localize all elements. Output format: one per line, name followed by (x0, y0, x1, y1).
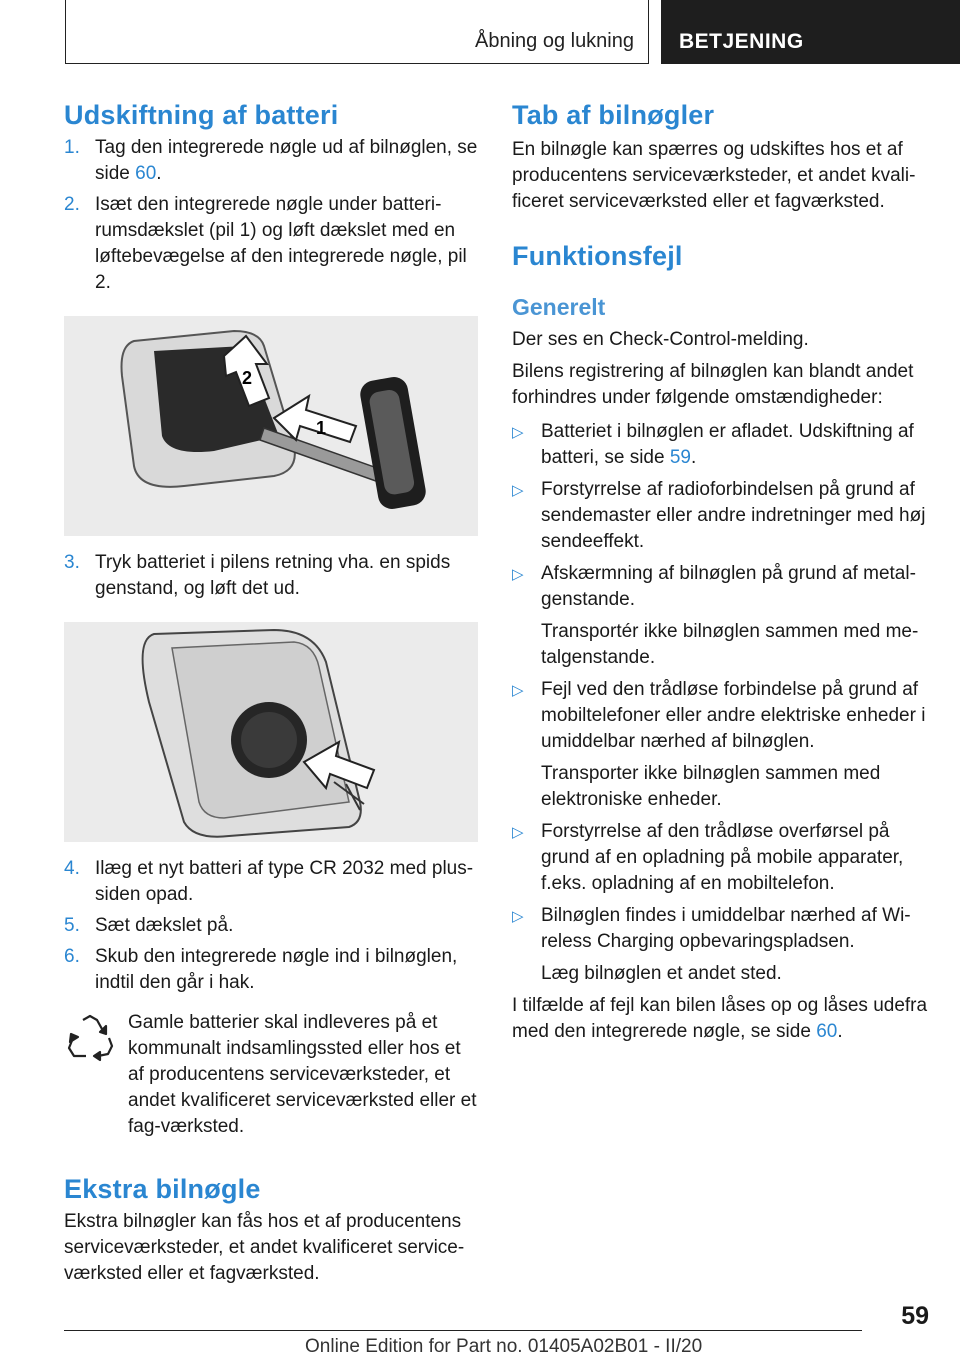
bullet-item (512, 419, 930, 471)
bullet-subtext: Transportér ikke bilnøglen sammen med me-talgenstande. (541, 621, 919, 668)
step-number: 2. (64, 194, 80, 215)
bullet-item (512, 677, 930, 813)
page-number: 59 (901, 1302, 929, 1330)
page-header (65, 0, 960, 64)
right-column (512, 100, 930, 1045)
bullet-subtext: Læg bilnøglen et andet sted. (541, 963, 782, 984)
recycle-text: Gamle batterier skal indleveres på et kommunalt indsamlingssted eller hos et af producentens serviceværksteder, et andet kvalificeret serviceværksted eller et fag-værksted. (128, 1012, 477, 1137)
loss-heading: Tab af bilnøgler (512, 100, 715, 130)
step-text: Skub den integrerede nøgle ind i bilnøglen, indtil den går i hak. (95, 946, 458, 993)
step-item (64, 550, 478, 602)
bullet-item (512, 903, 930, 987)
key-open-illustration (64, 316, 478, 536)
step-text: Sæt dækslet på. (95, 915, 234, 936)
fault-bullets (512, 419, 930, 987)
footer-divider (64, 1330, 862, 1331)
step-text: Tryk batteriet i pilens retning vha. en spids genstand, og løft det ud. (95, 552, 451, 599)
bullet-text: Bilnøglen findes i umiddelbar nærhed af Wi-reless Charging opbevaringspladsen. (541, 905, 911, 952)
step-text-end: . (156, 163, 162, 184)
bullet-triangle-icon: ▷ (512, 682, 524, 699)
recycle-note (64, 1010, 478, 1140)
closing-text-end: . (837, 1021, 843, 1042)
left-column (64, 100, 478, 1287)
figure-key-remove (64, 316, 478, 536)
step-text: Tag den integrerede nøgle ud af bilnøglen, se side (95, 137, 478, 184)
section-tab (65, 0, 649, 64)
battery-steps-c (64, 856, 478, 996)
page-link[interactable]: 59 (669, 447, 691, 468)
edition-text: Online Edition for Part no. 01405A02B01 - II/20 (305, 1336, 703, 1357)
step-number: 6. (64, 946, 80, 967)
bullet-subtext: Transporter ikke bilnøglen sammen med elektroniske enheder. (541, 763, 881, 810)
bullet-text: Forstyrrelse af radioforbindelsen på grund af sendemaster eller andre indretninger med høj sendeeffekt. (541, 479, 926, 552)
fault-closing (512, 993, 930, 1045)
bullet-item (512, 477, 930, 555)
section-title: Åbning og lukning (474, 30, 634, 52)
step-number: 3. (64, 552, 80, 573)
step-item (64, 192, 478, 296)
bullet-triangle-icon: ▷ (512, 566, 524, 583)
fault-heading: Funktionsfejl (512, 241, 683, 271)
step-number: 5. (64, 915, 80, 936)
page-link[interactable]: 60 (135, 163, 157, 184)
page-link[interactable]: 60 (816, 1021, 838, 1042)
arrow-label-1: 1 (316, 418, 327, 438)
bullet-text: Forstyrrelse af den trådløse overførsel på grund af en opladning på mobile apparater, f.eks. opladning af en mobiltelefon. (541, 821, 904, 894)
bullet-text: Afskærmning af bilnøglen på grund af metal-genstande. (541, 563, 916, 610)
bullet-item (512, 561, 930, 671)
step-item (64, 856, 478, 908)
fault-p2: Bilens registrering af bilnøglen kan blandt andet forhindres under følgende omstændigheder: (512, 361, 914, 408)
loss-text: En bilnøgle kan spærres og udskiftes hos et af producentens serviceværksteder, et andet kvali-ficeret serviceværksted eller et fagværksted. (512, 139, 916, 212)
battery-steps-a (64, 135, 478, 296)
bullet-text: Batteriet i bilnøglen er afladet. Udskiftning af batteri, se side (541, 421, 914, 468)
step-text: Isæt den integrerede nøgle under batteri-rumsdækslet (pil 1) og løft dækslet med en løftebevægelse af den integrerede nøgle, pil 2. (95, 194, 467, 293)
fault-p1: Der ses en Check-Control-melding. (512, 329, 809, 350)
step-item (64, 944, 478, 996)
step-item (64, 135, 478, 187)
figure-battery-remove (64, 622, 478, 842)
recycle-icon (64, 1012, 116, 1064)
chapter-title: BETJENING (679, 30, 804, 53)
extra-key-text: Ekstra bilnøgler kan fås hos et af producentens serviceværksteder, et andet kvalificeret service-værksted eller et fagværksted. (64, 1211, 465, 1284)
step-number: 4. (64, 858, 80, 879)
step-text: Ilæg et nyt batteri af type CR 2032 med plus-siden opad. (95, 858, 474, 905)
battery-illustration (64, 622, 478, 842)
bullet-triangle-icon: ▷ (512, 908, 524, 925)
chapter-tab (661, 0, 960, 64)
step-item (64, 913, 478, 939)
bullet-text-end: . (690, 447, 697, 468)
bullet-triangle-icon: ▷ (512, 482, 524, 499)
bullet-text: Fejl ved den trådløse forbindelse på grund af mobiltelefoner eller andre elektriske enheder i umiddelbar nærhed af bilnøglen. (541, 679, 926, 752)
general-subheading: Generelt (512, 294, 606, 320)
step-number: 1. (64, 137, 80, 158)
bullet-triangle-icon: ▷ (512, 824, 524, 841)
closing-text: I tilfælde af fejl kan bilen låses op og låses udefra med den integrerede nøgle, se side (512, 995, 928, 1042)
bullet-triangle-icon: ▷ (512, 424, 524, 441)
bullet-item (512, 819, 930, 897)
arrow-label-2: 2 (242, 368, 253, 388)
battery-steps-b (64, 550, 478, 602)
extra-key-heading: Ekstra bilnøgle (64, 1174, 261, 1204)
battery-heading: Udskiftning af batteri (64, 100, 339, 130)
